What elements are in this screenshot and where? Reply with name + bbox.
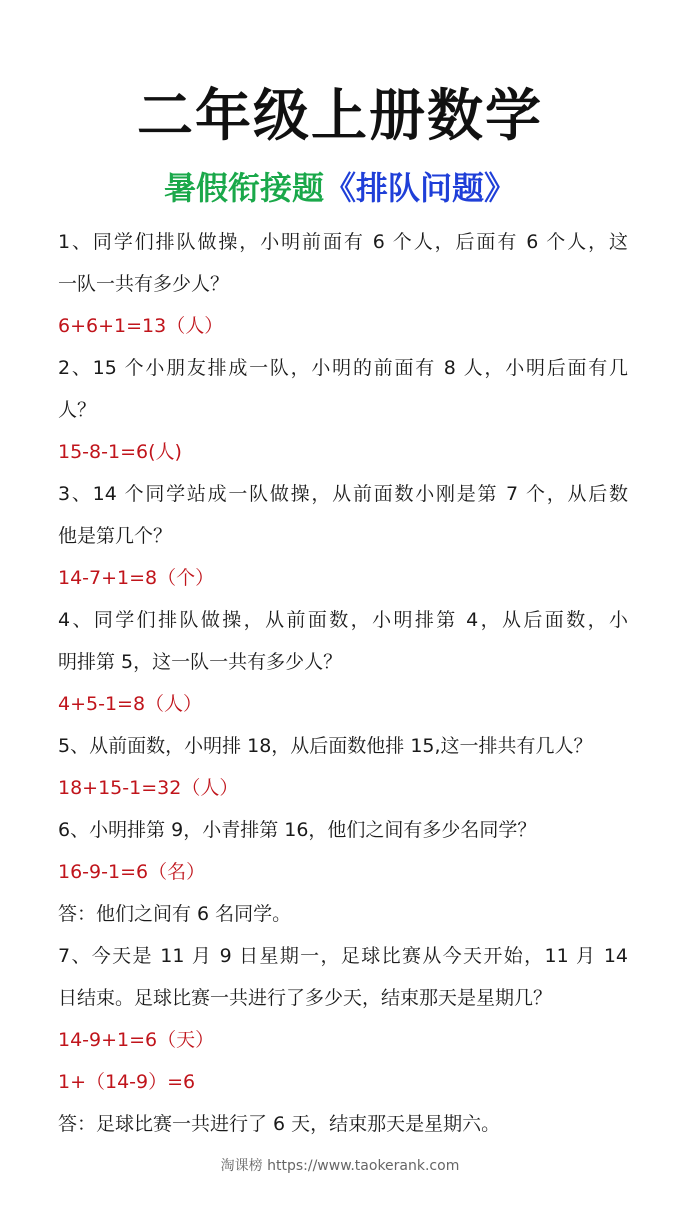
- question-line: 人？: [58, 399, 97, 421]
- answer-line: 14-9+1=6（天）: [58, 1029, 215, 1051]
- subtitle-topic: 暑假衔接题: [163, 169, 324, 207]
- footer-watermark: 淘课榜 https://www.taokerank.com: [220, 1158, 460, 1174]
- conclusion-line: 答：他们之间有 6 名同学。: [58, 903, 292, 925]
- question-line: 5、从前面数，小明排 18，从后面数他排 15,这一排共有几人？: [58, 735, 593, 757]
- subtitle-name: 《排队问题》: [324, 169, 517, 207]
- question-line: 他是第几个？: [58, 525, 173, 547]
- answer-line: 1+（14-9）=6: [58, 1071, 196, 1093]
- answer-line: 16-9-1=6（名）: [58, 861, 206, 883]
- problem-4: [58, 599, 628, 725]
- answer-line: 18+15-1=32（人）: [58, 777, 239, 799]
- problem-5: [58, 725, 628, 809]
- question-line: 一队一共有多少人？: [58, 273, 230, 295]
- page-subtitle: [0, 164, 680, 212]
- question-line: 3、14 个同学站成一队做操，从前面数小刚是第 7 个，从后数: [58, 483, 628, 505]
- problem-7: [58, 935, 628, 1145]
- problem-3: [58, 473, 628, 599]
- question-line: 2、15 个小朋友排成一队，小明的前面有 8 人，小明后面有几: [58, 357, 628, 379]
- problem-list: [58, 221, 628, 1145]
- question-line: 6、小明排第 9，小青排第 16，他们之间有多少名同学？: [58, 819, 537, 841]
- conclusion-line: 答：足球比赛一共进行了 6 天，结束那天是星期六。: [58, 1113, 501, 1135]
- question-line: 1、同学们排队做操，小明前面有 6 个人，后面有 6 个人，这: [58, 231, 628, 253]
- page-title: 二年级上册数学: [137, 84, 543, 149]
- question-line: 日结束。足球比赛一共进行了多少天，结束那天是星期几？: [58, 987, 553, 1009]
- question-line: 7、今天是 11 月 9 日星期一，足球比赛从今天开始，11 月 14: [58, 945, 628, 967]
- answer-line: 14-7+1=8（个）: [58, 567, 215, 589]
- answer-line: 15-8-1=6(人): [58, 441, 182, 463]
- problem-2: [58, 347, 628, 473]
- problem-6: [58, 809, 628, 935]
- answer-line: 4+5-1=8（人）: [58, 693, 203, 715]
- problem-1: [58, 221, 628, 347]
- question-line: 明排第 5，这一队一共有多少人？: [58, 651, 343, 673]
- answer-line: 6+6+1=13（人）: [58, 315, 224, 337]
- question-line: 4、同学们排队做操，从前面数，小明排第 4，从后面数，小: [58, 609, 628, 631]
